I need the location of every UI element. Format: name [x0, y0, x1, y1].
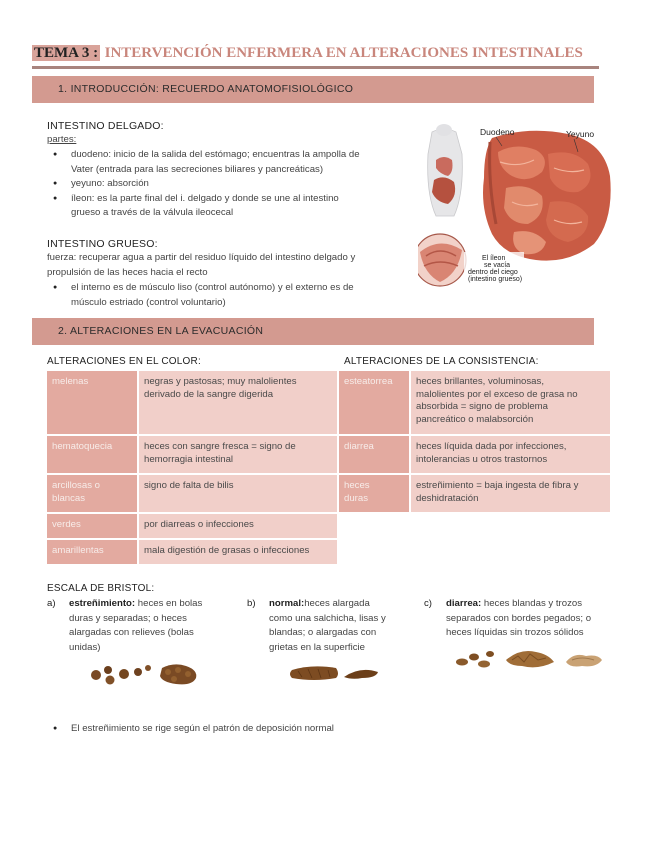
heading-consistency-alterations: ALTERACIONES DE LA CONSISTENCIA: — [344, 356, 539, 367]
document-title — [32, 44, 599, 66]
table-cell-description: signo de falta de bilis — [139, 475, 337, 512]
table-cell-term: esteatorrea — [339, 371, 409, 434]
table-cell-description: heces con sangre fresca = signo de hemorragia intestinal — [139, 436, 337, 473]
table-row — [339, 371, 610, 434]
table-cell-description: por diarreas o infecciones — [139, 514, 337, 538]
table-row — [47, 475, 337, 512]
list-item: ● duodeno: inicio de la salida del estómago; encuentras la ampolla de Vater (entrada para las secreciones biliares y pancreáticas) — [47, 148, 417, 177]
table-row — [339, 436, 610, 473]
heading-color-alterations: ALTERACIONES EN EL COLOR: — [47, 356, 201, 367]
list-item: ● El estreñimiento se rige según el patrón de deposición normal — [47, 722, 497, 737]
table-cell-term: diarrea — [339, 436, 409, 473]
list-item: ● íleon: es la parte final del i. delgado y donde se une al intestino grueso a través de la válvula ileocecal — [47, 192, 417, 221]
table-cell-term: hematoquecia — [47, 436, 137, 473]
section-header-intro — [32, 76, 594, 103]
note-list — [47, 722, 497, 737]
color-alterations-table — [45, 369, 339, 566]
table-row — [47, 436, 337, 473]
table-cell-term: heces duras — [339, 475, 409, 512]
section-header-evacuation — [32, 318, 594, 345]
section-header-label: 2. ALTERACIONES EN LA EVACUACIÓN — [58, 325, 264, 337]
bristol-type-diarrhea: c) diarrea: heces blandas y trozos separados con bordes pegados; o heces líquidas sin trozos sólidos — [424, 598, 592, 639]
bristol-type-normal: b) normal:heces alargada como una salchicha, lisas y blandas; o alargadas con grietas en la superficie — [247, 598, 386, 653]
title-underline — [32, 66, 599, 69]
consistency-alterations-table — [337, 369, 612, 514]
heading-bristol-scale: ESCALA DE BRISTOL: — [47, 583, 155, 594]
intestine-anatomy-illustration — [418, 124, 616, 288]
table-cell-description: negras y pastosas; muy malolientes derivado de la sangre digerida — [139, 371, 337, 434]
heading-intestino-grueso: INTESTINO GRUESO: — [47, 238, 158, 250]
title-prefix: TEMA 3 : — [34, 45, 99, 61]
table-row — [47, 371, 337, 434]
label-ileon: El íleon se vacía dentro del ciego (intestino grueso) — [468, 255, 523, 283]
table-row — [47, 540, 337, 564]
table-row — [339, 475, 610, 512]
grueso-list — [47, 281, 417, 310]
table-cell-description: heces líquida dada por infecciones, intolerancias u otros trastornos — [411, 436, 610, 473]
table-cell-term: amarillentas — [47, 540, 137, 564]
title-main: INTERVENCIÓN ENFERMERA EN ALTERACIONES INTESTINALES — [104, 45, 583, 61]
parts-label: partes: — [47, 134, 77, 145]
table-cell-description: estreñimiento = baja ingesta de fibra y deshidratación — [411, 475, 610, 512]
table-cell-description: heces brillantes, voluminosas, malolientes por el exceso de grasa no absorbida = signo de problema pancreático o malabsorción — [411, 371, 610, 434]
constipation-stool-illustration — [88, 660, 200, 686]
label-yeyuno: Yeyuno — [566, 129, 595, 139]
section-header-label: 1. INTRODUCCIÓN: RECUERDO ANATOMOFISIOLÓGICO — [58, 83, 354, 95]
table-cell-term: melenas — [47, 371, 137, 434]
table-cell-term: arcillosas o blancas — [47, 475, 137, 512]
table-row — [47, 514, 337, 538]
table-cell-description: mala digestión de grasas o infecciones — [139, 540, 337, 564]
normal-stool-illustration — [288, 662, 380, 684]
diarrhea-stool-illustration — [452, 644, 608, 672]
delgado-parts-list — [47, 148, 417, 221]
heading-intestino-delgado: INTESTINO DELGADO: — [47, 120, 164, 132]
list-item: ● yeyuno: absorción — [47, 177, 417, 192]
bristol-type-constipation: a) estreñimiento: heces en bolas duras y separadas; o heces alargadas con relieves (bolas unidas) — [47, 598, 203, 653]
table-cell-term: verdes — [47, 514, 137, 538]
list-item: ● el interno es de músculo liso (control autónomo) y el externo es de músculo estriado (control voluntario) — [47, 281, 417, 310]
grueso-function-text: fuerza: recuperar agua a partir del residuo líquido del intestino delgado y propulsión de las heces hacia el recto — [47, 252, 356, 278]
label-duodeno: Duodeno — [480, 127, 515, 137]
